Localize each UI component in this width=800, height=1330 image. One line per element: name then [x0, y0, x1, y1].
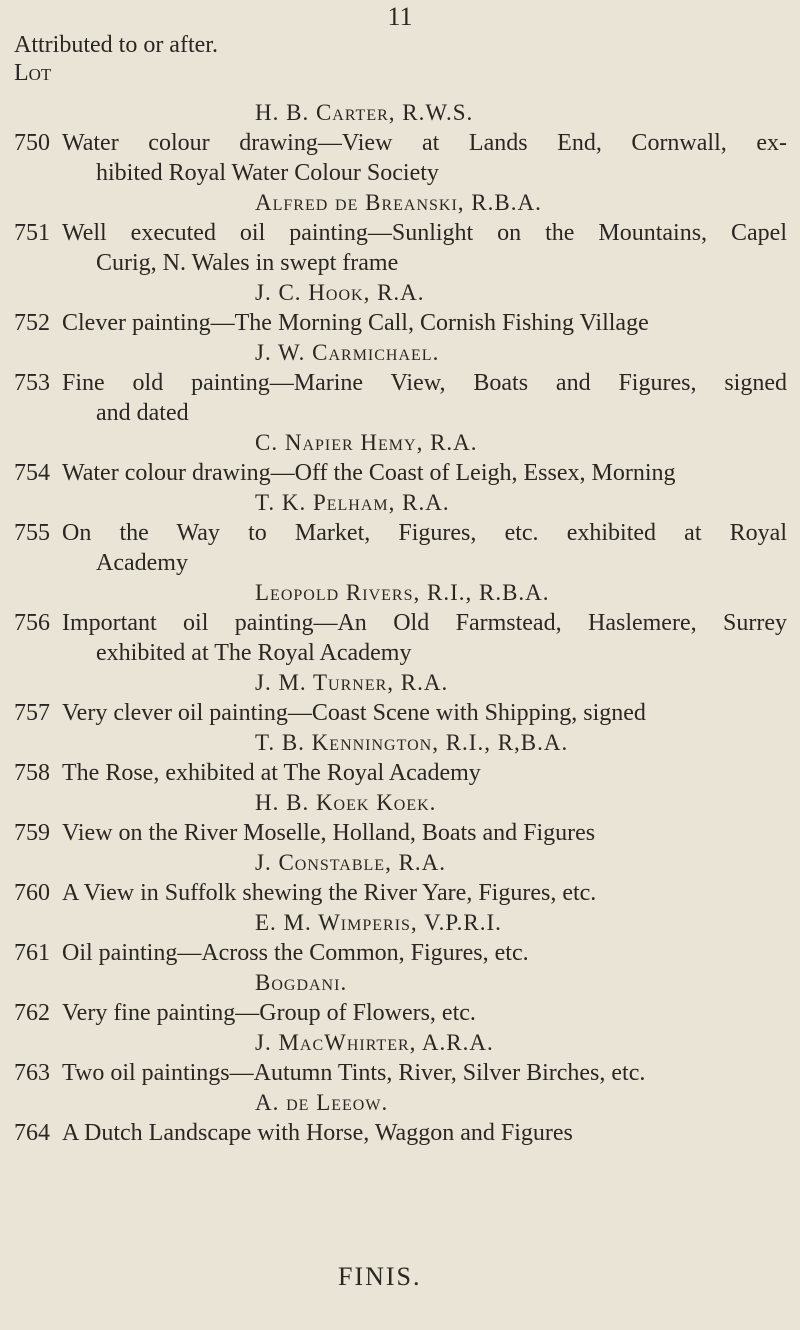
lot-description-line: The Rose, exhibited at The Royal Academy: [62, 760, 481, 786]
lot-number: 760: [14, 880, 50, 906]
lot-artist: E. M. Wimperis, V.P.R.I.: [255, 910, 502, 935]
page-number: 11: [387, 2, 413, 31]
lot-description-line: A Dutch Landscape with Horse, Waggon and Figures: [62, 1120, 573, 1146]
lot-description-line: Clever painting—The Morning Call, Cornish Fishing Village: [62, 310, 649, 336]
lot-artist: J. W. Carmichael.: [255, 340, 440, 365]
lot-description: [62, 818, 787, 848]
lot-row: [0, 758, 800, 788]
lot-description-line: Important oil painting—An Old Farmstead, Haslemere, Surrey: [62, 610, 787, 636]
lot-description-line: Well executed oil painting—Sunlight on the Mountains, Capel: [62, 220, 787, 246]
lot-list: [0, 98, 800, 1148]
lot-description: [62, 758, 787, 788]
lot-description-line: On the Way to Market, Figures, etc. exhibited at Royal: [62, 520, 787, 546]
lot-number: 758: [14, 760, 50, 786]
lot-row: [0, 458, 800, 488]
lot-description-line: Curig, N. Wales in swept frame: [96, 250, 399, 276]
lot-artist: T. B. Kennington, R.I., R,B.A.: [255, 730, 569, 755]
lot-description: [62, 218, 787, 278]
lot-description-line: A View in Suffolk shewing the River Yare, Figures, etc.: [62, 880, 597, 906]
lot-entry: [0, 428, 800, 488]
lot-artist: J. MacWhirter, A.R.A.: [255, 1030, 494, 1055]
lot-description: [62, 1118, 787, 1148]
lot-row: [0, 1058, 800, 1088]
lot-row: [0, 128, 800, 188]
lot-number: 752: [14, 310, 50, 336]
lot-description-line: View on the River Moselle, Holland, Boats and Figures: [62, 820, 596, 846]
lot-description: [62, 998, 787, 1028]
lot-number: 754: [14, 460, 50, 486]
lot-artist: Bogdani.: [255, 970, 348, 995]
lot-artist: J. M. Turner, R.A.: [255, 670, 449, 695]
lot-description-line: Water colour drawing—Off the Coast of Leigh, Essex, Morning: [62, 460, 676, 486]
lot-description-line: and dated: [96, 400, 189, 426]
finis-text: FINIS.: [338, 1262, 422, 1291]
lot-entry: [0, 98, 800, 188]
lot-artist: H. B. Carter, R.W.S.: [255, 100, 474, 125]
lot-artist: C. Napier Hemy, R.A.: [255, 430, 478, 455]
lot-entry: [0, 1088, 800, 1148]
lot-number: 759: [14, 820, 50, 846]
lot-description-line: Very fine painting—Group of Flowers, etc.: [62, 1000, 476, 1026]
lot-number: 753: [14, 370, 50, 396]
lot-artist: J. C. Hook, R.A.: [255, 280, 425, 305]
lot-number: 764: [14, 1120, 50, 1146]
lot-entry: [0, 488, 800, 578]
lot-entry: [0, 908, 800, 968]
lot-entry: [0, 968, 800, 1028]
lot-entry: [0, 188, 800, 278]
lot-description-line: hibited Royal Water Colour Society: [96, 160, 439, 186]
lot-entry: [0, 668, 800, 728]
lot-number: 762: [14, 1000, 50, 1026]
lot-description-line: Academy: [96, 550, 188, 576]
lot-description-line: Water colour drawing—View at Lands End, Cornwall, ex-: [62, 130, 787, 156]
lot-artist: A. de Leeow.: [255, 1090, 389, 1115]
lot-row: [0, 938, 800, 968]
lot-number: 761: [14, 940, 50, 966]
lot-description-line: exhibited at The Royal Academy: [96, 640, 412, 666]
lot-number: 763: [14, 1060, 50, 1086]
lot-entry: [0, 788, 800, 848]
lot-row: [0, 998, 800, 1028]
lot-description-line: Oil painting—Across the Common, Figures, etc.: [62, 940, 529, 966]
lot-description: [62, 368, 787, 428]
lot-row: [0, 818, 800, 848]
lot-row: [0, 698, 800, 728]
lot-description-line: Two oil paintings—Autumn Tints, River, Silver Birches, etc.: [62, 1060, 646, 1086]
lot-number: 757: [14, 700, 50, 726]
lot-description-line: Very clever oil painting—Coast Scene with Shipping, signed: [62, 700, 646, 726]
lot-number: 755: [14, 520, 50, 546]
lot-description: [62, 128, 787, 188]
lot-description: [62, 308, 787, 338]
lot-number: 751: [14, 220, 50, 246]
lot-artist: Alfred de Breanski, R.B.A.: [255, 190, 542, 215]
lot-description: [62, 1058, 787, 1088]
lot-entry: [0, 278, 800, 338]
lot-artist: Leopold Rivers, R.I., R.B.A.: [255, 580, 550, 605]
lot-row: [0, 608, 800, 668]
lot-row: [0, 368, 800, 428]
lot-description: [62, 698, 787, 728]
lot-column-header: Lot: [14, 60, 52, 86]
lot-entry: [0, 728, 800, 788]
lot-description: [62, 458, 787, 488]
lot-number: 750: [14, 130, 50, 156]
lot-row: [0, 878, 800, 908]
lot-artist: J. Constable, R.A.: [255, 850, 447, 875]
lot-row: [0, 518, 800, 578]
lot-entry: [0, 338, 800, 428]
lot-entry: [0, 1028, 800, 1088]
lot-description: [62, 608, 787, 668]
lot-description: [62, 878, 787, 908]
lot-description-line: Fine old painting—Marine View, Boats and Figures, signed: [62, 370, 787, 396]
lot-entry: [0, 848, 800, 908]
lot-artist: T. K. Pelham, R.A.: [255, 490, 450, 515]
lot-artist: H. B. Koek Koek.: [255, 790, 437, 815]
attribution-note: Attributed to or after.: [14, 32, 218, 58]
lot-description: [62, 938, 787, 968]
lot-row: [0, 218, 800, 278]
lot-description: [62, 518, 787, 578]
lot-row: [0, 1118, 800, 1148]
lot-row: [0, 308, 800, 338]
lot-number: 756: [14, 610, 50, 636]
lot-entry: [0, 578, 800, 668]
